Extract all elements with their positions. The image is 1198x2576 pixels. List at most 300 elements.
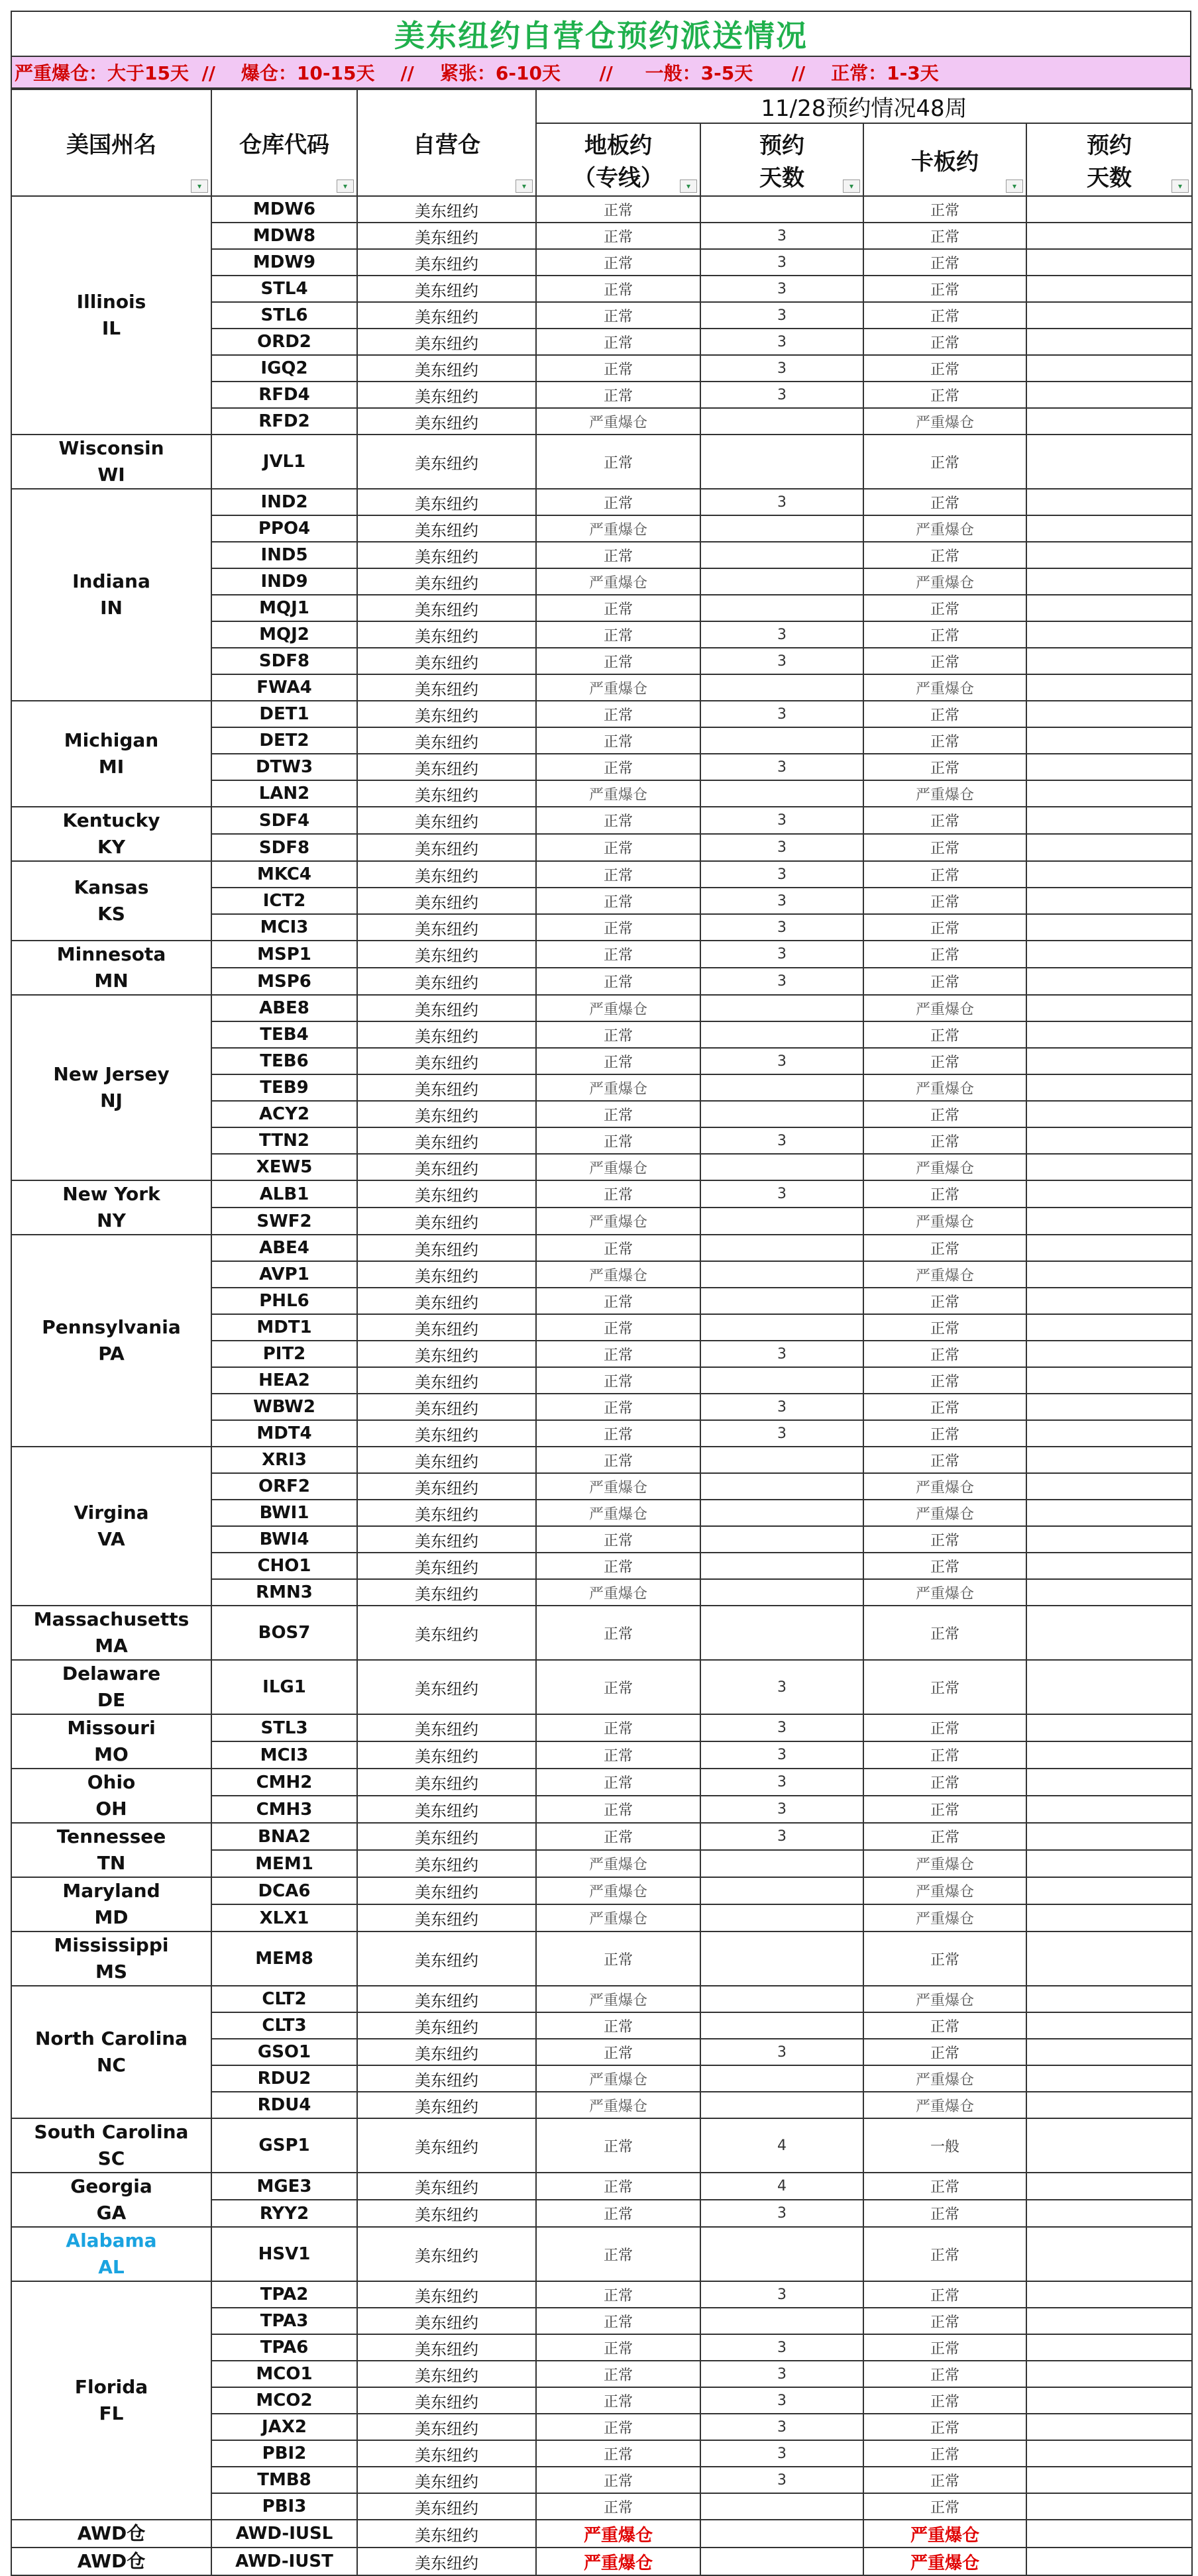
- warehouse-cell[interactable]: 美东纽约: [357, 489, 536, 515]
- floor-days-cell[interactable]: [700, 1235, 863, 1261]
- warehouse-code-cell[interactable]: MCI3: [211, 1741, 357, 1769]
- card-status-cell[interactable]: 正常: [863, 1127, 1026, 1154]
- warehouse-cell[interactable]: 美东纽约: [357, 1341, 536, 1367]
- card-days-cell[interactable]: [1026, 1235, 1192, 1261]
- state-cell[interactable]: [11, 1714, 211, 1769]
- floor-status-cell[interactable]: 正常: [536, 1823, 700, 1850]
- card-days-cell[interactable]: [1026, 1553, 1192, 1579]
- floor-days-cell[interactable]: [700, 1367, 863, 1394]
- card-status-cell[interactable]: 正常: [863, 2281, 1026, 2308]
- warehouse-code-cell[interactable]: STL4: [211, 276, 357, 302]
- floor-status-cell[interactable]: 正常: [536, 888, 700, 914]
- floor-status-cell[interactable]: 严重爆仓: [536, 674, 700, 701]
- warehouse-cell[interactable]: 美东纽约: [357, 2361, 536, 2387]
- floor-status-cell[interactable]: 正常: [536, 2440, 700, 2467]
- header-floor[interactable]: [536, 123, 700, 196]
- floor-days-cell[interactable]: 3: [700, 2387, 863, 2414]
- floor-status-cell[interactable]: 正常: [536, 489, 700, 515]
- floor-days-cell[interactable]: [700, 1208, 863, 1235]
- floor-status-cell[interactable]: 正常: [536, 1932, 700, 1986]
- floor-status-cell[interactable]: 正常: [536, 1796, 700, 1823]
- warehouse-cell[interactable]: 美东纽约: [357, 2387, 536, 2414]
- warehouse-cell[interactable]: 美东纽约: [357, 249, 536, 276]
- card-status-cell[interactable]: 严重爆仓: [863, 568, 1026, 595]
- floor-days-cell[interactable]: [700, 542, 863, 568]
- card-status-cell[interactable]: 正常: [863, 249, 1026, 276]
- warehouse-cell[interactable]: 美东纽约: [357, 568, 536, 595]
- floor-days-cell[interactable]: [700, 2493, 863, 2520]
- floor-status-cell[interactable]: 正常: [536, 249, 700, 276]
- card-status-cell[interactable]: 严重爆仓: [863, 1473, 1026, 1500]
- floor-days-cell[interactable]: [700, 2065, 863, 2092]
- card-days-cell[interactable]: [1026, 701, 1192, 727]
- card-days-cell[interactable]: [1026, 196, 1192, 223]
- card-status-cell[interactable]: 正常: [863, 621, 1026, 648]
- floor-days-cell[interactable]: [700, 1606, 863, 1660]
- warehouse-cell[interactable]: 美东纽约: [357, 1526, 536, 1553]
- warehouse-cell[interactable]: 美东纽约: [357, 780, 536, 807]
- card-days-cell[interactable]: [1026, 914, 1192, 941]
- warehouse-code-cell[interactable]: GSP1: [211, 2118, 357, 2173]
- warehouse-code-cell[interactable]: RFD2: [211, 408, 357, 435]
- warehouse-code-cell[interactable]: MDW8: [211, 223, 357, 249]
- floor-days-cell[interactable]: 4: [700, 2173, 863, 2200]
- state-cell[interactable]: [11, 1823, 211, 1877]
- floor-days-cell[interactable]: [700, 1154, 863, 1180]
- warehouse-cell[interactable]: 美东纽约: [357, 834, 536, 861]
- warehouse-code-cell[interactable]: MSP1: [211, 941, 357, 968]
- card-days-cell[interactable]: [1026, 1447, 1192, 1473]
- warehouse-code-cell[interactable]: CLT3: [211, 2012, 357, 2039]
- warehouse-code-cell[interactable]: RYY2: [211, 2200, 357, 2227]
- card-days-cell[interactable]: [1026, 2227, 1192, 2281]
- floor-status-cell[interactable]: 正常: [536, 834, 700, 861]
- card-status-cell[interactable]: 正常: [863, 2467, 1026, 2493]
- state-cell[interactable]: [11, 1660, 211, 1714]
- warehouse-code-cell[interactable]: MCO1: [211, 2361, 357, 2387]
- floor-days-cell[interactable]: 3: [700, 2039, 863, 2065]
- card-status-cell[interactable]: 正常: [863, 2039, 1026, 2065]
- floor-status-cell[interactable]: 正常: [536, 1660, 700, 1714]
- floor-days-cell[interactable]: [700, 595, 863, 621]
- warehouse-cell[interactable]: 美东纽约: [357, 1877, 536, 1904]
- floor-days-cell[interactable]: [700, 1473, 863, 1500]
- floor-days-cell[interactable]: 3: [700, 2361, 863, 2387]
- floor-days-cell[interactable]: 3: [700, 1048, 863, 1074]
- warehouse-code-cell[interactable]: IND2: [211, 489, 357, 515]
- floor-days-cell[interactable]: 3: [700, 648, 863, 674]
- floor-days-cell[interactable]: [700, 1526, 863, 1553]
- card-status-cell[interactable]: 正常: [863, 2012, 1026, 2039]
- warehouse-cell[interactable]: 美东纽约: [357, 1660, 536, 1714]
- warehouse-cell[interactable]: 美东纽约: [357, 1606, 536, 1660]
- floor-days-cell[interactable]: [700, 2227, 863, 2281]
- floor-days-cell[interactable]: 3: [700, 1741, 863, 1769]
- card-status-cell[interactable]: 正常: [863, 2200, 1026, 2227]
- warehouse-cell[interactable]: 美东纽约: [357, 941, 536, 968]
- state-cell[interactable]: [11, 489, 211, 701]
- state-cell[interactable]: [11, 701, 211, 807]
- floor-status-cell[interactable]: 严重爆仓: [536, 1579, 700, 1606]
- floor-days-cell[interactable]: [700, 780, 863, 807]
- card-status-cell[interactable]: 正常: [863, 2361, 1026, 2387]
- floor-days-cell[interactable]: 3: [700, 1127, 863, 1154]
- filter-dropdown-icon[interactable]: ▾: [337, 180, 354, 193]
- floor-status-cell[interactable]: 正常: [536, 276, 700, 302]
- warehouse-code-cell[interactable]: ACY2: [211, 1101, 357, 1127]
- warehouse-code-cell[interactable]: DET1: [211, 701, 357, 727]
- card-days-cell[interactable]: [1026, 2173, 1192, 2200]
- card-status-cell[interactable]: 正常: [863, 1769, 1026, 1796]
- card-days-cell[interactable]: [1026, 1769, 1192, 1796]
- floor-days-cell[interactable]: [700, 1021, 863, 1048]
- header-days2[interactable]: [1026, 123, 1192, 196]
- floor-days-cell[interactable]: 3: [700, 621, 863, 648]
- card-status-cell[interactable]: 正常: [863, 1823, 1026, 1850]
- card-days-cell[interactable]: [1026, 223, 1192, 249]
- warehouse-code-cell[interactable]: ICT2: [211, 888, 357, 914]
- floor-days-cell[interactable]: [700, 2012, 863, 2039]
- card-status-cell[interactable]: 严重爆仓: [863, 1904, 1026, 1932]
- warehouse-code-cell[interactable]: AVP1: [211, 1261, 357, 1288]
- floor-days-cell[interactable]: 3: [700, 754, 863, 780]
- floor-days-cell[interactable]: [700, 435, 863, 489]
- floor-status-cell[interactable]: 严重爆仓: [536, 1074, 700, 1101]
- card-days-cell[interactable]: [1026, 2334, 1192, 2361]
- warehouse-cell[interactable]: 美东纽约: [357, 2548, 536, 2575]
- floor-days-cell[interactable]: [700, 1447, 863, 1473]
- floor-days-cell[interactable]: 3: [700, 223, 863, 249]
- state-cell[interactable]: [11, 1769, 211, 1823]
- floor-status-cell[interactable]: 正常: [536, 329, 700, 355]
- floor-days-cell[interactable]: 3: [700, 2334, 863, 2361]
- header-card[interactable]: [863, 123, 1026, 196]
- card-days-cell[interactable]: [1026, 329, 1192, 355]
- warehouse-cell[interactable]: 美东纽约: [357, 2039, 536, 2065]
- warehouse-cell[interactable]: 美东纽约: [357, 2200, 536, 2227]
- warehouse-code-cell[interactable]: CLT2: [211, 1986, 357, 2012]
- card-status-cell[interactable]: 正常: [863, 1288, 1026, 1314]
- card-days-cell[interactable]: [1026, 1500, 1192, 1526]
- card-days-cell[interactable]: [1026, 754, 1192, 780]
- warehouse-code-cell[interactable]: HEA2: [211, 1367, 357, 1394]
- warehouse-cell[interactable]: 美东纽约: [357, 1180, 536, 1208]
- card-days-cell[interactable]: [1026, 355, 1192, 382]
- warehouse-cell[interactable]: 美东纽约: [357, 1553, 536, 1579]
- card-status-cell[interactable]: 正常: [863, 2387, 1026, 2414]
- state-cell[interactable]: [11, 1986, 211, 2118]
- card-days-cell[interactable]: [1026, 435, 1192, 489]
- floor-days-cell[interactable]: [700, 1314, 863, 1341]
- floor-days-cell[interactable]: [700, 1877, 863, 1904]
- filter-dropdown-icon[interactable]: ▾: [680, 180, 697, 193]
- warehouse-cell[interactable]: 美东纽约: [357, 2012, 536, 2039]
- floor-status-cell[interactable]: 正常: [536, 435, 700, 489]
- card-status-cell[interactable]: 正常: [863, 1796, 1026, 1823]
- warehouse-code-cell[interactable]: DTW3: [211, 754, 357, 780]
- warehouse-cell[interactable]: 美东纽约: [357, 2493, 536, 2520]
- card-days-cell[interactable]: [1026, 542, 1192, 568]
- floor-days-cell[interactable]: [700, 1074, 863, 1101]
- floor-days-cell[interactable]: 4: [700, 2118, 863, 2173]
- warehouse-code-cell[interactable]: BOS7: [211, 1606, 357, 1660]
- state-cell[interactable]: [11, 1606, 211, 1660]
- state-cell[interactable]: [11, 2118, 211, 2173]
- card-days-cell[interactable]: [1026, 1021, 1192, 1048]
- warehouse-cell[interactable]: 美东纽约: [357, 807, 536, 834]
- floor-days-cell[interactable]: 3: [700, 888, 863, 914]
- card-status-cell[interactable]: 正常: [863, 1101, 1026, 1127]
- floor-days-cell[interactable]: [700, 1261, 863, 1288]
- card-status-cell[interactable]: 严重爆仓: [863, 674, 1026, 701]
- warehouse-code-cell[interactable]: RDU2: [211, 2065, 357, 2092]
- card-days-cell[interactable]: [1026, 1420, 1192, 1447]
- warehouse-code-cell[interactable]: MEM8: [211, 1932, 357, 1986]
- state-cell[interactable]: [11, 1447, 211, 1606]
- warehouse-code-cell[interactable]: IGQ2: [211, 355, 357, 382]
- card-days-cell[interactable]: [1026, 1261, 1192, 1288]
- card-status-cell[interactable]: 正常: [863, 1314, 1026, 1341]
- card-days-cell[interactable]: [1026, 1048, 1192, 1074]
- card-status-cell[interactable]: 严重爆仓: [863, 995, 1026, 1021]
- floor-status-cell[interactable]: 正常: [536, 1180, 700, 1208]
- warehouse-code-cell[interactable]: DCA6: [211, 1877, 357, 1904]
- warehouse-cell[interactable]: 美东纽约: [357, 1235, 536, 1261]
- warehouse-code-cell[interactable]: RFD4: [211, 382, 357, 408]
- card-status-cell[interactable]: 正常: [863, 807, 1026, 834]
- card-days-cell[interactable]: [1026, 1579, 1192, 1606]
- warehouse-code-cell[interactable]: MEM1: [211, 1850, 357, 1877]
- floor-status-cell[interactable]: 正常: [536, 2308, 700, 2334]
- warehouse-code-cell[interactable]: SDF8: [211, 834, 357, 861]
- warehouse-code-cell[interactable]: JAX2: [211, 2414, 357, 2440]
- warehouse-cell[interactable]: 美东纽约: [357, 1473, 536, 1500]
- warehouse-code-cell[interactable]: BWI4: [211, 1526, 357, 1553]
- card-days-cell[interactable]: [1026, 968, 1192, 995]
- floor-status-cell[interactable]: 正常: [536, 302, 700, 329]
- card-status-cell[interactable]: 正常: [863, 542, 1026, 568]
- warehouse-cell[interactable]: 美东纽约: [357, 196, 536, 223]
- card-days-cell[interactable]: [1026, 568, 1192, 595]
- warehouse-cell[interactable]: 美东纽约: [357, 355, 536, 382]
- card-days-cell[interactable]: [1026, 1127, 1192, 1154]
- card-days-cell[interactable]: [1026, 1180, 1192, 1208]
- floor-status-cell[interactable]: 严重爆仓: [536, 408, 700, 435]
- card-status-cell[interactable]: 严重爆仓: [863, 780, 1026, 807]
- card-days-cell[interactable]: [1026, 1850, 1192, 1877]
- card-days-cell[interactable]: [1026, 1526, 1192, 1553]
- floor-status-cell[interactable]: 正常: [536, 2361, 700, 2387]
- state-cell[interactable]: [11, 1235, 211, 1447]
- card-days-cell[interactable]: [1026, 1823, 1192, 1850]
- card-status-cell[interactable]: 严重爆仓: [863, 1850, 1026, 1877]
- card-status-cell[interactable]: 严重爆仓: [863, 1208, 1026, 1235]
- filter-dropdown-icon[interactable]: ▾: [1171, 180, 1189, 193]
- floor-status-cell[interactable]: 严重爆仓: [536, 1986, 700, 2012]
- card-status-cell[interactable]: 正常: [863, 1048, 1026, 1074]
- card-status-cell[interactable]: 正常: [863, 276, 1026, 302]
- card-days-cell[interactable]: [1026, 2012, 1192, 2039]
- card-days-cell[interactable]: [1026, 888, 1192, 914]
- warehouse-code-cell[interactable]: MQJ2: [211, 621, 357, 648]
- warehouse-code-cell[interactable]: TMB8: [211, 2467, 357, 2493]
- floor-days-cell[interactable]: 3: [700, 1394, 863, 1420]
- card-days-cell[interactable]: [1026, 2281, 1192, 2308]
- card-status-cell[interactable]: 严重爆仓: [863, 2065, 1026, 2092]
- card-days-cell[interactable]: [1026, 2493, 1192, 2520]
- warehouse-code-cell[interactable]: PIT2: [211, 1341, 357, 1367]
- card-status-cell[interactable]: 正常: [863, 2440, 1026, 2467]
- card-days-cell[interactable]: [1026, 1314, 1192, 1341]
- warehouse-cell[interactable]: 美东纽约: [357, 674, 536, 701]
- floor-status-cell[interactable]: 正常: [536, 807, 700, 834]
- warehouse-code-cell[interactable]: SWF2: [211, 1208, 357, 1235]
- floor-days-cell[interactable]: 3: [700, 302, 863, 329]
- card-status-cell[interactable]: 正常: [863, 1021, 1026, 1048]
- floor-status-cell[interactable]: 正常: [536, 196, 700, 223]
- card-days-cell[interactable]: [1026, 1074, 1192, 1101]
- card-status-cell[interactable]: 正常: [863, 329, 1026, 355]
- floor-days-cell[interactable]: 3: [700, 355, 863, 382]
- card-status-cell[interactable]: 正常: [863, 2493, 1026, 2520]
- card-status-cell[interactable]: 严重爆仓: [863, 1261, 1026, 1288]
- floor-days-cell[interactable]: [700, 1101, 863, 1127]
- card-days-cell[interactable]: [1026, 941, 1192, 968]
- card-days-cell[interactable]: [1026, 2200, 1192, 2227]
- floor-days-cell[interactable]: 3: [700, 1796, 863, 1823]
- floor-status-cell[interactable]: 严重爆仓: [536, 1850, 700, 1877]
- warehouse-code-cell[interactable]: ABE4: [211, 1235, 357, 1261]
- warehouse-code-cell[interactable]: TTN2: [211, 1127, 357, 1154]
- card-days-cell[interactable]: [1026, 1932, 1192, 1986]
- card-status-cell[interactable]: 正常: [863, 1420, 1026, 1447]
- warehouse-cell[interactable]: 美东纽约: [357, 1796, 536, 1823]
- floor-days-cell[interactable]: 3: [700, 1714, 863, 1741]
- warehouse-code-cell[interactable]: WBW2: [211, 1394, 357, 1420]
- floor-days-cell[interactable]: 3: [700, 701, 863, 727]
- floor-status-cell[interactable]: 正常: [536, 2387, 700, 2414]
- warehouse-code-cell[interactable]: CHO1: [211, 1553, 357, 1579]
- floor-status-cell[interactable]: 正常: [536, 542, 700, 568]
- warehouse-code-cell[interactable]: PBI3: [211, 2493, 357, 2520]
- card-days-cell[interactable]: [1026, 648, 1192, 674]
- card-days-cell[interactable]: [1026, 249, 1192, 276]
- card-days-cell[interactable]: [1026, 2092, 1192, 2118]
- floor-status-cell[interactable]: 正常: [536, 754, 700, 780]
- warehouse-cell[interactable]: 美东纽约: [357, 2065, 536, 2092]
- warehouse-code-cell[interactable]: TPA3: [211, 2308, 357, 2334]
- floor-status-cell[interactable]: 正常: [536, 2467, 700, 2493]
- card-days-cell[interactable]: [1026, 2520, 1192, 2548]
- warehouse-code-cell[interactable]: TPA6: [211, 2334, 357, 2361]
- card-status-cell[interactable]: 正常: [863, 648, 1026, 674]
- warehouse-cell[interactable]: 美东纽约: [357, 1823, 536, 1850]
- card-days-cell[interactable]: [1026, 2548, 1192, 2575]
- state-cell[interactable]: [11, 941, 211, 995]
- card-status-cell[interactable]: 严重爆仓: [863, 1500, 1026, 1526]
- floor-status-cell[interactable]: 正常: [536, 2414, 700, 2440]
- warehouse-code-cell[interactable]: PPO4: [211, 515, 357, 542]
- warehouse-cell[interactable]: 美东纽约: [357, 1021, 536, 1048]
- floor-status-cell[interactable]: 正常: [536, 595, 700, 621]
- floor-status-cell[interactable]: 严重爆仓: [536, 1208, 700, 1235]
- state-cell[interactable]: [11, 1877, 211, 1932]
- warehouse-code-cell[interactable]: MGE3: [211, 2173, 357, 2200]
- floor-days-cell[interactable]: 3: [700, 276, 863, 302]
- state-cell[interactable]: [11, 435, 211, 489]
- floor-status-cell[interactable]: 严重爆仓: [536, 1473, 700, 1500]
- warehouse-cell[interactable]: 美东纽约: [357, 2173, 536, 2200]
- card-status-cell[interactable]: 正常: [863, 1553, 1026, 1579]
- warehouse-code-cell[interactable]: XRI3: [211, 1447, 357, 1473]
- floor-days-cell[interactable]: [700, 515, 863, 542]
- card-days-cell[interactable]: [1026, 276, 1192, 302]
- card-status-cell[interactable]: 正常: [863, 1341, 1026, 1367]
- warehouse-cell[interactable]: 美东纽约: [357, 1074, 536, 1101]
- warehouse-code-cell[interactable]: GSO1: [211, 2039, 357, 2065]
- card-status-cell[interactable]: 正常: [863, 754, 1026, 780]
- floor-status-cell[interactable]: 正常: [536, 2012, 700, 2039]
- card-status-cell[interactable]: 正常: [863, 2227, 1026, 2281]
- card-status-cell[interactable]: 正常: [863, 489, 1026, 515]
- floor-days-cell[interactable]: [700, 1850, 863, 1877]
- card-days-cell[interactable]: [1026, 2361, 1192, 2387]
- warehouse-code-cell[interactable]: MSP6: [211, 968, 357, 995]
- warehouse-code-cell[interactable]: MDT1: [211, 1314, 357, 1341]
- floor-days-cell[interactable]: 3: [700, 382, 863, 408]
- card-status-cell[interactable]: 正常: [863, 1180, 1026, 1208]
- warehouse-code-cell[interactable]: IND5: [211, 542, 357, 568]
- floor-days-cell[interactable]: 3: [700, 1660, 863, 1714]
- card-days-cell[interactable]: [1026, 2308, 1192, 2334]
- floor-days-cell[interactable]: 3: [700, 249, 863, 276]
- filter-dropdown-icon[interactable]: ▾: [191, 180, 208, 193]
- state-cell[interactable]: [11, 2520, 211, 2548]
- card-days-cell[interactable]: [1026, 1606, 1192, 1660]
- warehouse-cell[interactable]: 美东纽约: [357, 648, 536, 674]
- floor-days-cell[interactable]: [700, 408, 863, 435]
- floor-status-cell[interactable]: 正常: [536, 1048, 700, 1074]
- warehouse-cell[interactable]: 美东纽约: [357, 1314, 536, 1341]
- warehouse-code-cell[interactable]: TEB4: [211, 1021, 357, 1048]
- floor-days-cell[interactable]: 3: [700, 2467, 863, 2493]
- warehouse-code-cell[interactable]: TPA2: [211, 2281, 357, 2308]
- warehouse-cell[interactable]: 美东纽约: [357, 2092, 536, 2118]
- floor-days-cell[interactable]: 3: [700, 1180, 863, 1208]
- floor-status-cell[interactable]: 严重爆仓: [536, 1904, 700, 1932]
- warehouse-code-cell[interactable]: MKC4: [211, 861, 357, 888]
- warehouse-cell[interactable]: 美东纽约: [357, 914, 536, 941]
- floor-status-cell[interactable]: 正常: [536, 701, 700, 727]
- card-status-cell[interactable]: 严重爆仓: [863, 1877, 1026, 1904]
- warehouse-cell[interactable]: 美东纽约: [357, 1500, 536, 1526]
- card-status-cell[interactable]: 正常: [863, 435, 1026, 489]
- warehouse-cell[interactable]: 美东纽约: [357, 968, 536, 995]
- floor-days-cell[interactable]: [700, 1553, 863, 1579]
- card-days-cell[interactable]: [1026, 382, 1192, 408]
- floor-status-cell[interactable]: 正常: [536, 1288, 700, 1314]
- floor-days-cell[interactable]: [700, 727, 863, 754]
- floor-days-cell[interactable]: [700, 1579, 863, 1606]
- card-days-cell[interactable]: [1026, 2039, 1192, 2065]
- warehouse-cell[interactable]: 美东纽约: [357, 701, 536, 727]
- warehouse-cell[interactable]: 美东纽约: [357, 2308, 536, 2334]
- floor-days-cell[interactable]: 3: [700, 861, 863, 888]
- floor-status-cell[interactable]: 严重爆仓: [536, 568, 700, 595]
- warehouse-code-cell[interactable]: ILG1: [211, 1660, 357, 1714]
- floor-days-cell[interactable]: 3: [700, 2414, 863, 2440]
- filter-dropdown-icon[interactable]: ▾: [516, 180, 533, 193]
